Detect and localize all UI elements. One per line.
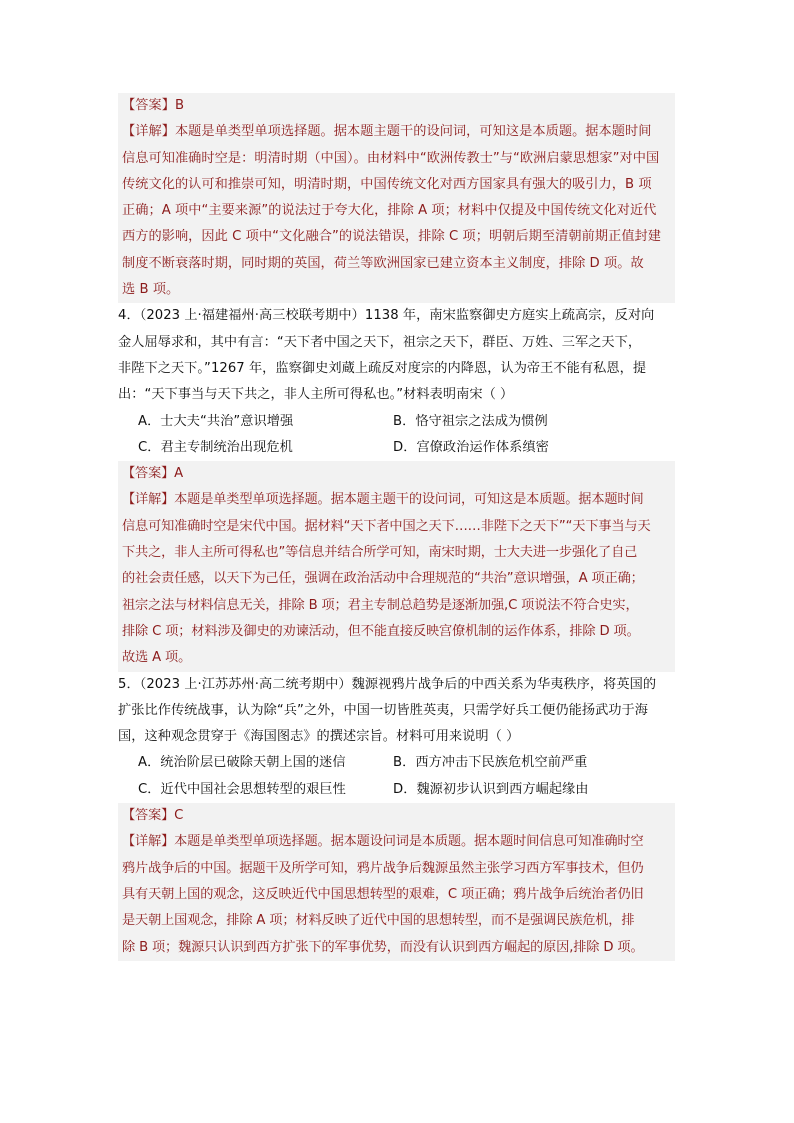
detail-line: 选 B 项。 bbox=[122, 282, 180, 298]
question-stem-line: 金人屈辱求和，其中有言：“天下者中国之天下，祖宗之天下，群臣、万姓、三军之天下， bbox=[118, 334, 642, 350]
question-stem-line: 4．（2023 上·福建福州·高三校联考期中）1138 年，南宋监察御史方庭实上疏高宗，反对向 bbox=[118, 308, 655, 324]
detail-line: 排除 C 项；材料涉及御史的劝谏活动，但不能直接反映宫僚机制的运作体系，排除 D 项。 bbox=[122, 623, 640, 639]
document-page bbox=[118, 93, 675, 961]
answer-label: 【答案】A bbox=[122, 466, 184, 482]
detail-line: 制度不断衰落时期，同时期的英国，荷兰等欧洲国家已建立资本主义制度，排除 D 项。故 bbox=[122, 255, 644, 271]
options-row bbox=[118, 777, 675, 803]
detail-line: 西方的影响，因此 C 项中“文化融合”的说法错误，排除 C 项；明朝后期至清朝前期正值封建 bbox=[122, 229, 662, 245]
option-a: A．士大夫“共治”意识增强 bbox=[138, 413, 294, 429]
detail-line: 正确；A 项中“主要来源”的说法过于夸大化，排除 A 项；材料中仅提及中国传统文化对近代 bbox=[122, 203, 657, 219]
option-c: C．君主专制统治出现危机 bbox=[138, 439, 293, 455]
detail-line: 信息可知准确时空是宋代中国。据材料“天下者中国之天下……非陛下之天下”“天下事当与天 bbox=[122, 518, 651, 534]
detail-line: 的社会责任感，以天下为己任，强调在政治活动中合理规范的“共治”意识增强，A 项正确； bbox=[122, 571, 644, 587]
option-b: B．恪守祖宗之法成为惯例 bbox=[393, 413, 548, 429]
detail-line: 是天朝上国观念，排除 A 项；材料反映了近代中国的思想转型，而不是强调民族危机，排 bbox=[122, 913, 635, 929]
detail-line: 【详解】本题是单类型单项选择题。据本题主题干的设问词，可知这是本质题。据本题时间 bbox=[122, 124, 652, 140]
question-5 bbox=[118, 672, 675, 803]
question-stem-line: 国，这种观念贯穿于《海国图志》的撰述宗旨。材料可用来说明（ ） bbox=[118, 729, 520, 745]
detail-line: 祖宗之法与材料信息无关，排除 B 项；君主专制总趋势是逐渐加强,C 项说法不符合史实， bbox=[122, 597, 639, 613]
question-stem-line: 5．（2023 上·江苏苏州·高二统考期中）魏源视鸦片战争后的中西关系为华夷秩序，将英国的 bbox=[118, 676, 657, 692]
options-row bbox=[118, 435, 675, 461]
option-d: D．宫僚政治运作体系缜密 bbox=[393, 439, 549, 455]
answer-label: 【答案】B bbox=[122, 98, 185, 113]
question-stem-line: 非陛下之天下。”1267 年，监察御史刘蔵上疏反对度宗的内降恩，认为帝王不能有私恩，提 bbox=[118, 360, 647, 376]
options-row bbox=[118, 409, 675, 435]
answer-block-4 bbox=[118, 461, 675, 671]
answer-block-3 bbox=[118, 93, 675, 303]
detail-line: 【详解】本题是单类型单项选择题。据本题设问词是本质题。据本题时间信息可知准确时空 bbox=[122, 834, 644, 850]
answer-label: 【答案】C bbox=[122, 808, 184, 824]
option-c: C．近代中国社会思想转型的艰巨性 bbox=[138, 781, 346, 797]
detail-line: 信息可知准确时空是：明清时期（中国）。由材料中“欧洲传教士”与“欧洲启蒙思想家”对中国 bbox=[122, 150, 660, 166]
question-stem-line: 出：“天下事当与天下共之，非人主所可得私也。”材料表明南宋（ ） bbox=[118, 387, 514, 403]
detail-line: 具有天朝上国的观念，这反映近代中国思想转型的艰难，C 项正确；鸦片战争后统治者仍旧 bbox=[122, 886, 644, 902]
option-b: B．西方冲击下民族危机空前严重 bbox=[393, 755, 588, 771]
question-stem-line: 扩张比作传统战事，认为除“兵”之外，中国一切皆胜英夷，只需学好兵工便仍能扬武功于海 bbox=[118, 702, 649, 718]
option-a: A．统治阶层已破除天朝上国的迷信 bbox=[138, 755, 346, 771]
detail-line: 故选 A 项。 bbox=[122, 650, 192, 666]
options-row bbox=[118, 750, 675, 776]
detail-line: 除 B 项；魏源只认识到西方扩张下的军事优势，而没有认识到西方崛起的原因,排除 D 项。 bbox=[122, 939, 644, 955]
detail-line: 鸦片战争后的中国。据题干及所学可知，鸦片战争后魏源虽然主张学习西方军事技术，但仍 bbox=[122, 860, 644, 876]
detail-line: 【详解】本题是单类型单项选择题。据本题主题干的设问词，可知这是本质题。据本题时间 bbox=[122, 492, 644, 508]
detail-line: 传统文化的认可和推崇可知，明清时期，中国传统文化对西方国家具有强大的吸引力，B 项 bbox=[122, 176, 652, 192]
question-4 bbox=[118, 303, 675, 461]
detail-line: 下共之，非人主所可得私也”等信息并结合所学可知，南宋时期，士大夫进一步强化了自己 bbox=[122, 545, 638, 561]
answer-block-5 bbox=[118, 803, 675, 961]
option-d: D．魏源初步认识到西方崛起缘由 bbox=[393, 781, 589, 797]
